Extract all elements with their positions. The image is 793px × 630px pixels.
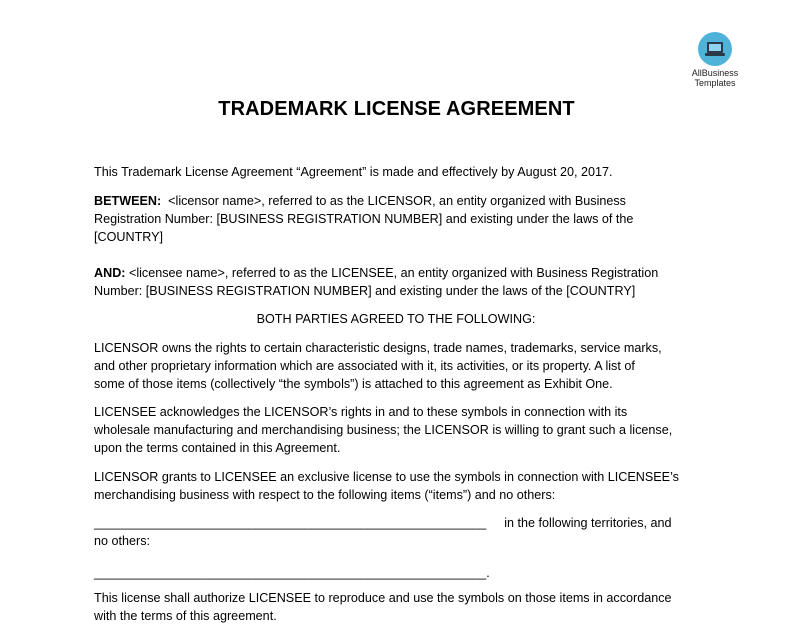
brand-name: AllBusiness: [691, 68, 739, 78]
territories-blank[interactable]: ________________________________________________________.: [94, 566, 490, 580]
and-label: AND:: [94, 266, 126, 280]
brand-logo: [686, 32, 744, 88]
between-line: Registration Number: [BUSINESS REGISTRATION NUMBER] and existing under the laws of the: [94, 212, 634, 226]
between-label: BETWEEN:: [94, 194, 162, 208]
between-line: <licensor name>, referred to as the LICENSOR, an entity organized with Business: [168, 194, 626, 208]
brand-subtitle: Templates: [694, 78, 736, 88]
paragraph-line: LICENSOR owns the rights to certain characteristic designs, trade names, trademarks, service marks,: [94, 341, 662, 355]
between-clause: [94, 192, 706, 246]
agreement-heading: BOTH PARTIES AGREED TO THE FOLLOWING:: [256, 312, 536, 326]
and-clause: [94, 264, 706, 300]
and-line: <licensee name>, referred to as the LICENSEE, an entity organized with Business Registration: [128, 266, 659, 280]
intro-paragraph: This Trademark License Agreement “Agreement” is made and effectively by August 20, 2017.: [94, 165, 613, 179]
and-line: Number: [BUSINESS REGISTRATION NUMBER] and existing under the laws of the [COUNTRY]: [94, 284, 636, 298]
paragraph-1: [94, 339, 706, 393]
paragraph-line: some of those items (collectively “the symbols”) is attached to this agreement as Exhibit One.: [94, 377, 613, 391]
paragraph-2: [94, 403, 706, 457]
items-blank[interactable]: ________________________________________________________: [94, 516, 487, 530]
paragraph-line: LICENSOR grants to LICENSEE an exclusive license to use the symbols in connection with LICENSEE’s: [94, 470, 679, 484]
paragraph-line: upon the terms contained in this Agreement.: [94, 441, 341, 455]
paragraph-4: [94, 589, 706, 625]
paragraph-line: with the terms of this agreement.: [94, 609, 277, 623]
items-blank-line: [94, 514, 706, 550]
paragraph-line: merchandising business with respect to the following items (“items”) and no others:: [94, 488, 556, 502]
paragraph-line: This license shall authorize LICENSEE to reproduce and use the symbols on those items in accordance: [94, 591, 672, 605]
laptop-icon: [698, 32, 732, 66]
territories-text: in the following territories, and: [504, 516, 672, 530]
paragraph-line: and other proprietary information which are associated with it, its activities, or its property. A list of: [94, 359, 635, 373]
document-title: TRADEMARK LICENSE AGREEMENT: [218, 98, 575, 120]
paragraph-line: LICENSEE acknowledges the LICENSOR’s rights in and to these symbols in connection with its: [94, 405, 628, 419]
no-others-text: no others:: [94, 534, 151, 548]
paragraph-line: wholesale manufacturing and merchandising business; the LICENSOR is willing to grant such a license,: [94, 423, 673, 437]
paragraph-3: [94, 468, 706, 504]
between-line: [COUNTRY]: [94, 230, 164, 244]
